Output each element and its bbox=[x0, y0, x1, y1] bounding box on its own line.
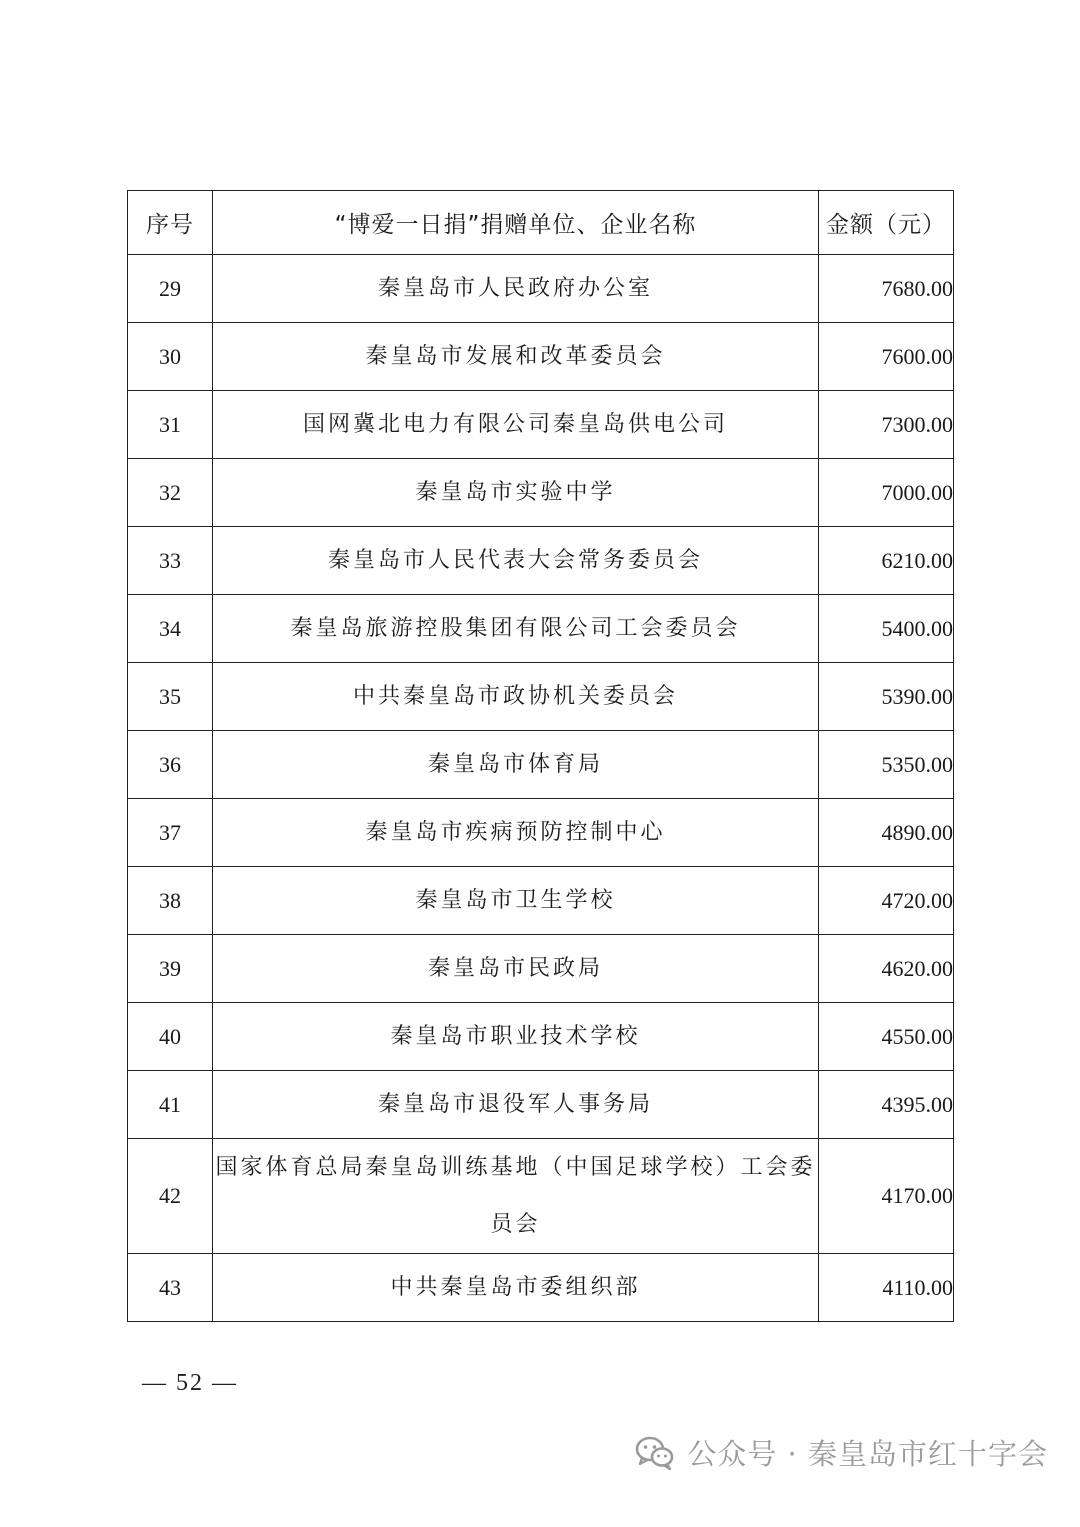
row-index: 38 bbox=[128, 867, 213, 935]
row-index: 40 bbox=[128, 1003, 213, 1071]
row-amount: 5350.00 bbox=[819, 731, 954, 799]
row-name: 秦皇岛市职业技术学校 bbox=[213, 1003, 819, 1071]
row-amount: 7680.00 bbox=[819, 255, 954, 323]
row-index: 35 bbox=[128, 663, 213, 731]
row-name: 国网冀北电力有限公司秦皇岛供电公司 bbox=[213, 391, 819, 459]
row-index: 41 bbox=[128, 1071, 213, 1139]
table-row bbox=[128, 595, 954, 663]
header-index: 序号 bbox=[128, 191, 213, 255]
row-name: 秦皇岛市民政局 bbox=[213, 935, 819, 1003]
row-index: 33 bbox=[128, 527, 213, 595]
table-row bbox=[128, 391, 954, 459]
table-row bbox=[128, 1003, 954, 1071]
table-row bbox=[128, 867, 954, 935]
table-header-row bbox=[128, 191, 954, 255]
row-name: 秦皇岛市体育局 bbox=[213, 731, 819, 799]
table-row bbox=[128, 663, 954, 731]
row-name: 秦皇岛市卫生学校 bbox=[213, 867, 819, 935]
table-row bbox=[128, 255, 954, 323]
row-amount: 4720.00 bbox=[819, 867, 954, 935]
row-index: 39 bbox=[128, 935, 213, 1003]
row-index: 43 bbox=[128, 1254, 213, 1322]
row-amount: 4395.00 bbox=[819, 1071, 954, 1139]
donation-table bbox=[127, 190, 954, 1322]
row-name: 秦皇岛市退役军人事务局 bbox=[213, 1071, 819, 1139]
watermark-text: 公众号 · 秦皇岛市红十字会 bbox=[687, 1437, 1048, 1471]
table-row bbox=[128, 935, 954, 1003]
row-amount: 7000.00 bbox=[819, 459, 954, 527]
row-amount: 5400.00 bbox=[819, 595, 954, 663]
row-amount: 4620.00 bbox=[819, 935, 954, 1003]
table-row bbox=[128, 1254, 954, 1322]
row-index: 36 bbox=[128, 731, 213, 799]
row-name: 秦皇岛市发展和改革委员会 bbox=[213, 323, 819, 391]
row-amount: 5390.00 bbox=[819, 663, 954, 731]
row-index: 32 bbox=[128, 459, 213, 527]
row-amount: 4170.00 bbox=[819, 1139, 954, 1254]
header-amount: 金额（元） bbox=[819, 191, 954, 255]
row-amount: 4890.00 bbox=[819, 799, 954, 867]
row-index: 30 bbox=[128, 323, 213, 391]
row-amount: 6210.00 bbox=[819, 527, 954, 595]
row-index: 31 bbox=[128, 391, 213, 459]
row-index: 42 bbox=[128, 1139, 213, 1254]
row-name: 秦皇岛市实验中学 bbox=[213, 459, 819, 527]
wechat-icon bbox=[635, 1435, 675, 1471]
watermark bbox=[635, 1432, 1048, 1473]
table-row bbox=[128, 323, 954, 391]
row-name: 中共秦皇岛市委组织部 bbox=[213, 1254, 819, 1322]
row-name: 秦皇岛市人民代表大会常务委员会 bbox=[213, 527, 819, 595]
table-row bbox=[128, 1139, 954, 1254]
row-amount: 4550.00 bbox=[819, 1003, 954, 1071]
row-name: 秦皇岛市人民政府办公室 bbox=[213, 255, 819, 323]
row-name: 国家体育总局秦皇岛训练基地（中国足球学校）工会委员会 bbox=[213, 1139, 819, 1254]
row-amount: 7600.00 bbox=[819, 323, 954, 391]
row-name: 中共秦皇岛市政协机关委员会 bbox=[213, 663, 819, 731]
row-amount: 4110.00 bbox=[819, 1254, 954, 1322]
row-index: 37 bbox=[128, 799, 213, 867]
table-row bbox=[128, 731, 954, 799]
header-name: “博爱一日捐”捐赠单位、企业名称 bbox=[213, 191, 819, 255]
table-row bbox=[128, 799, 954, 867]
page-number: — 52 — bbox=[142, 1370, 238, 1396]
row-amount: 7300.00 bbox=[819, 391, 954, 459]
table-row bbox=[128, 459, 954, 527]
row-name: 秦皇岛市疾病预防控制中心 bbox=[213, 799, 819, 867]
donation-table-container bbox=[127, 190, 953, 1322]
row-name: 秦皇岛旅游控股集团有限公司工会委员会 bbox=[213, 595, 819, 663]
row-index: 34 bbox=[128, 595, 213, 663]
row-index: 29 bbox=[128, 255, 213, 323]
table-row bbox=[128, 1071, 954, 1139]
table-row bbox=[128, 527, 954, 595]
